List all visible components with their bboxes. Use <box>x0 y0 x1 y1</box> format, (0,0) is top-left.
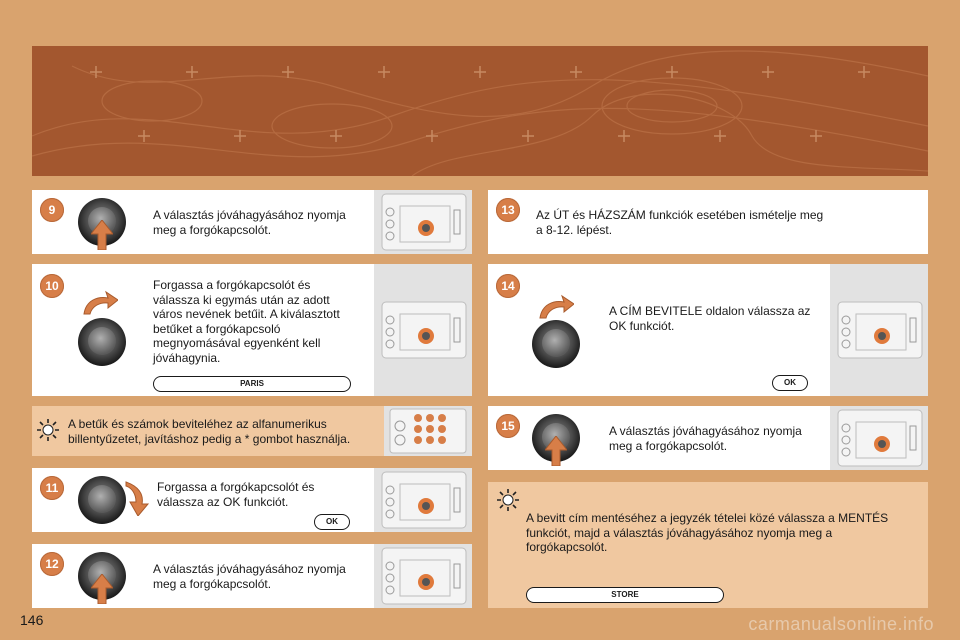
step-text: A választás jóváhagyásához nyomja meg a forgókapcsolót. <box>153 562 346 591</box>
sun-tip-icon <box>36 418 60 442</box>
push-arrow-icon <box>91 220 113 250</box>
radio-unit-icon <box>830 264 928 396</box>
tip-panel-keypad <box>32 406 472 456</box>
sun-tip-icon <box>496 488 520 512</box>
rotate-arrow-icon <box>538 294 574 320</box>
step-text: A választás jóváhagyásához nyomja meg a forgókapcsolót. <box>609 424 802 453</box>
watermark: carmanualsonline.info <box>748 614 934 634</box>
ok-screen-label: OK <box>314 514 350 530</box>
step-10-panel <box>32 264 472 396</box>
step-text: A CÍM BEVITELE oldalon válassza az OK funkciót. <box>609 304 811 333</box>
step-number-badge: 13 <box>496 198 520 222</box>
radio-unit-icon <box>374 264 472 396</box>
step-number-badge: 15 <box>496 414 520 438</box>
step-number-badge: 10 <box>40 274 64 298</box>
step-11-panel <box>32 468 472 532</box>
keypad-icon <box>384 406 472 456</box>
step-text: Forgassa a forgókapcsolót és válassza ki egymás után az adott város nevének betűit. A kiválasztott betűket a forgókapcsoló megnyomásával egyenként kell jóváhagynia. <box>153 278 340 365</box>
paris-screen-label: PARIS <box>153 376 351 392</box>
tip-panel-store <box>488 482 928 608</box>
step-12-panel <box>32 544 472 608</box>
push-arrow-icon <box>91 574 113 604</box>
topographic-map-graphic <box>32 46 928 176</box>
step-number-badge: 11 <box>40 476 64 500</box>
ok-screen-label: OK <box>772 375 808 391</box>
step-text: Az ÚT és HÁZSZÁM funkciók esetében ismételje meg a 8-12. lépést. <box>536 208 824 237</box>
rotary-knob-icon <box>532 320 580 368</box>
page-number: 146 <box>20 612 44 628</box>
tip-text: A bevitt cím mentéséhez a jegyzék tételei közé válassza a MENTÉS funkciót, majd a választás jóváhagyásához nyomja meg a forgókapcsolót. <box>526 511 889 554</box>
map-banner <box>32 46 928 176</box>
tip-text: A betűk és számok beviteléhez az alfanumerikus billentyűzetet, javításhoz pedig a * gombot használja. <box>68 417 351 446</box>
rotate-arrow-icon <box>82 290 118 316</box>
push-arrow-icon <box>545 436 567 466</box>
rotate-arrow-icon <box>124 480 150 516</box>
step-text: A választás jóváhagyásához nyomja meg a forgókapcsolót. <box>153 208 346 237</box>
step-15-panel <box>488 406 928 470</box>
radio-unit-icon <box>374 468 472 532</box>
radio-unit-icon <box>374 190 472 254</box>
store-screen-label: STORE <box>526 587 724 603</box>
step-number-badge: 14 <box>496 274 520 298</box>
step-text: Forgassa a forgókapcsolót és válassza az OK funkciót. <box>157 480 315 509</box>
step-number-badge: 9 <box>40 198 64 222</box>
step-number-badge: 12 <box>40 552 64 576</box>
rotary-knob-icon <box>78 318 126 366</box>
radio-unit-icon <box>830 406 928 470</box>
step-13-panel <box>488 190 928 254</box>
radio-unit-icon <box>374 544 472 608</box>
step-14-panel <box>488 264 928 396</box>
rotary-knob-icon <box>78 476 126 524</box>
step-9-panel <box>32 190 472 254</box>
